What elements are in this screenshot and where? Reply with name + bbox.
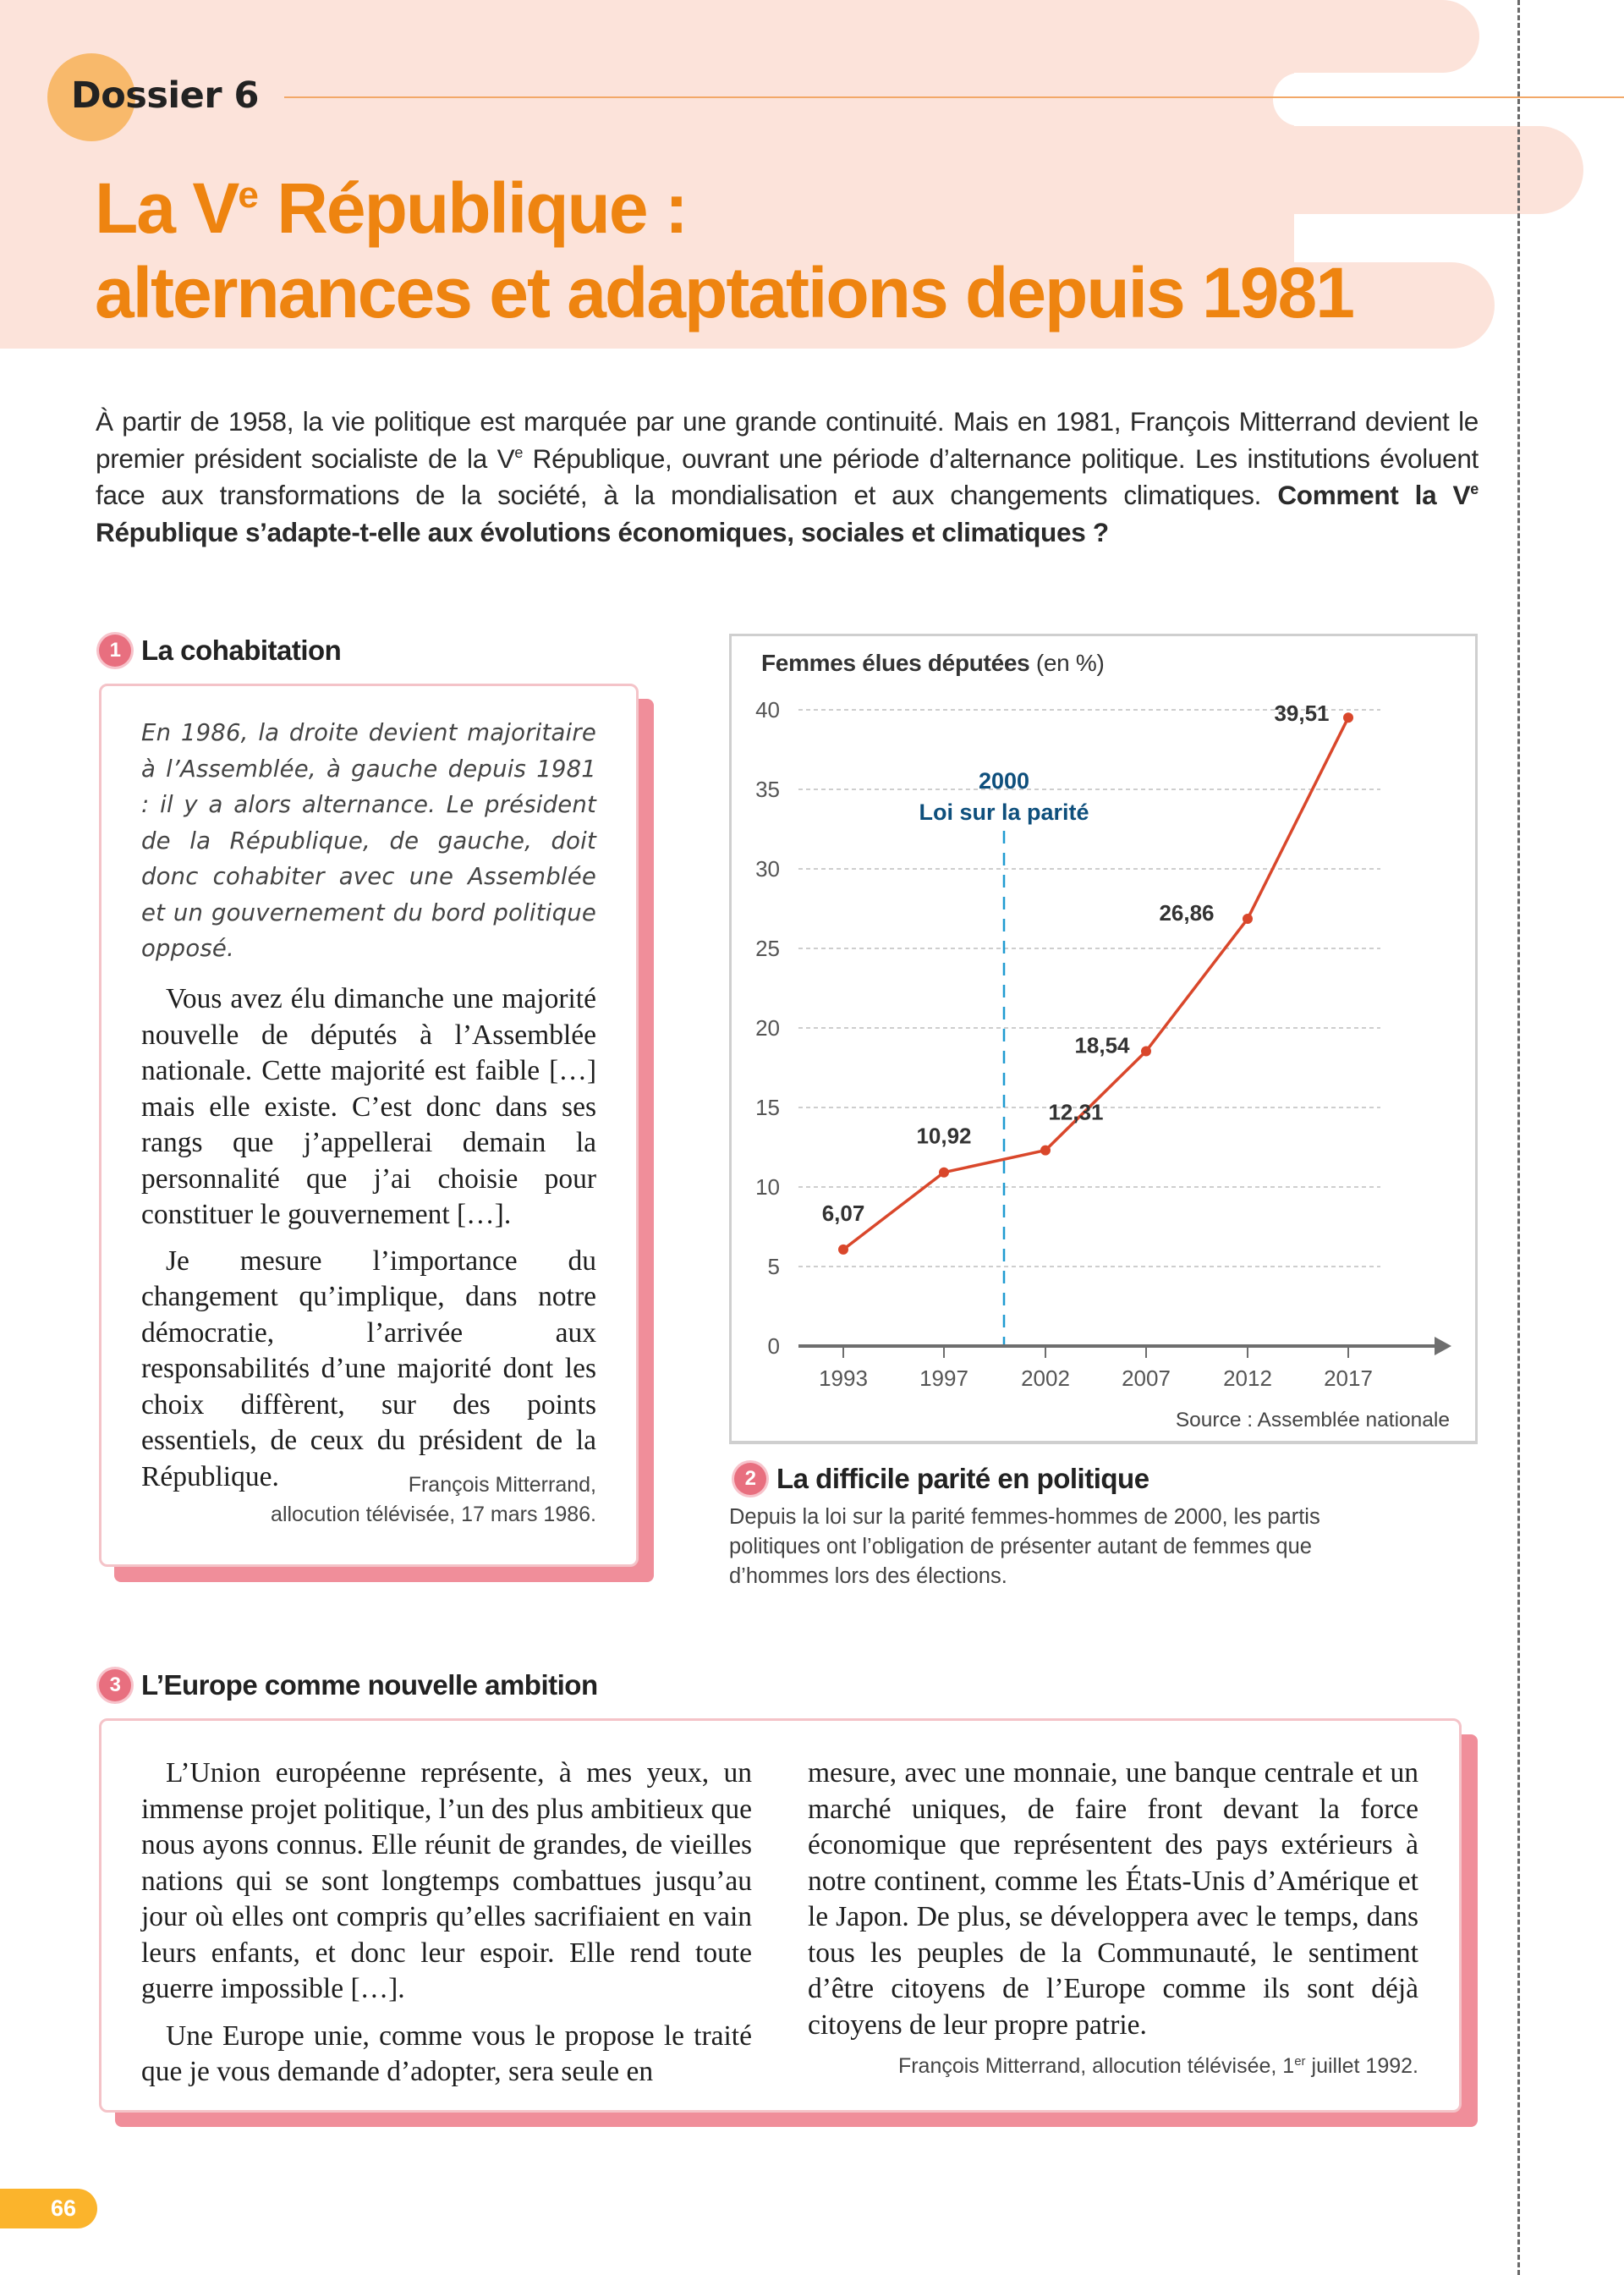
chart-gridlines [798, 710, 1380, 1267]
doc2-heading [734, 1463, 1149, 1495]
chart-source: Source : Assemblée nationale [1175, 1409, 1450, 1431]
doc2-title: La difficile parité en politique [776, 1463, 1149, 1494]
svg-text:30: 30 [755, 856, 780, 882]
svg-text:2007: 2007 [1122, 1366, 1171, 1391]
attribution-author: François Mitterrand, [408, 1473, 596, 1497]
svg-text:0: 0 [767, 1333, 780, 1359]
svg-text:40: 40 [755, 697, 780, 723]
intro-text: République, ouvrant une période d’alternance politique. Les institutions évoluent face aux transformations de la société, à la mondialisation et aux changements climatiques. [96, 442, 1479, 510]
data-point-label: 10,92 [916, 1123, 972, 1149]
title-superscript: e [238, 174, 259, 216]
chart-x-axis [798, 1337, 1451, 1391]
chart-title-unit: (en %) [1029, 650, 1105, 676]
intro-text: À partir de 1958, la vie politique est marquée par une grande continuité. Mais en 1981, François Mitterrand devient le premier président socialiste de la V [96, 406, 1479, 474]
chart-y-axis-labels [755, 697, 780, 1359]
svg-text:1997: 1997 [919, 1366, 968, 1391]
attribution-text: François Mitterrand, allocution télévisée, 1 [897, 2054, 1295, 2078]
quote-paragraph: L’Union européenne représente, à mes yeux, un immense projet politique, l’un des plus ambitieux que nous ayons connus. Elle réunit de grandes, de vieilles nations qui se sont longtemps combattues jusqu’au jour où elles ont compris qu’elles sacrifiaient en vain leurs enfants, et donc leur espoir. Elle rend toute guerre impossible […]. [141, 1757, 752, 2004]
data-point-label: 18,54 [1074, 1032, 1130, 1058]
data-point-label: 26,86 [1159, 900, 1215, 926]
data-point-label: 6,07 [821, 1200, 865, 1226]
doc-number-badge: 3 [99, 1669, 131, 1701]
doc-number-badge: 1 [99, 635, 131, 667]
svg-text:10: 10 [755, 1174, 780, 1200]
data-point-label: 39,51 [1274, 701, 1330, 727]
attribution-superscript: er [1294, 2054, 1306, 2069]
svg-text:20: 20 [755, 1015, 780, 1041]
attribution-text: juillet 1992. [1305, 2054, 1418, 2078]
svg-text:35: 35 [755, 777, 780, 802]
doc3-quote-column-left [141, 1756, 752, 2091]
doc1-title: La cohabitation [141, 635, 342, 666]
question-text: République s’adapte-t-elle aux évolutions économiques, sociales et climatiques ? [96, 516, 1109, 547]
doc3-attribution [808, 2052, 1418, 2081]
svg-text:Loi sur la parité: Loi sur la parité [919, 800, 1089, 825]
doc3-heading [99, 1669, 598, 1701]
title-text: République : [258, 168, 687, 248]
quote-paragraph: mesure, avec une monnaie, une banque centrale et un marché uniques, de faire front devant la force économique que représentent des pays extérieurs à notre continent, comme les États-Unis d’Amérique et le Japon. De plus, se développera avec le temps, dans tous les peuples de la Communauté, le sentiment d’être citoyens de l’Europe comme ils sont déjà citoyens de leur propre patrie. [808, 1757, 1418, 2041]
doc2-caption: Depuis la loi sur la parité femmes-hommes de 2000, les partis politiques ont l’obligation de présenter autant de femmes que d’hommes lors des élections. [729, 1505, 1320, 1588]
svg-text:2017: 2017 [1324, 1366, 1373, 1391]
svg-text:5: 5 [767, 1254, 780, 1279]
title-subtitle: alternances et adaptations depuis 1981 [95, 253, 1353, 332]
chart-series-line [822, 701, 1353, 1255]
question-superscript: e [1470, 481, 1479, 497]
svg-text:1993: 1993 [819, 1366, 868, 1391]
svg-text:2002: 2002 [1021, 1366, 1070, 1391]
page-number-text: 66 [50, 2195, 76, 2221]
quote-paragraph: Vous avez élu dimanche une majorité nouvelle de députés à l’Assemblée nationale. Cette majorité est faible […] mais elle existe. C’est donc dans ses rangs que j’appellerai demain la personnalité que j’ai choisie pour constituer le gouvernement […]. [141, 983, 596, 1230]
doc3-quote-column-right [808, 1756, 1418, 2043]
svg-text:2012: 2012 [1223, 1366, 1272, 1391]
svg-text:25: 25 [755, 936, 780, 961]
doc1-context: En 1986, la droite devient majoritaire à l’Assemblée, à gauche depuis 1981 : il y a alors alternance. Le président de la République, de gauche, doit donc cohabiter avec une Assemblée et un gouvernement du bord politique opposé. [141, 719, 596, 962]
doc-number-badge: 2 [734, 1463, 766, 1495]
parity-law-annotation [919, 768, 1089, 1346]
data-point-label: 12,31 [1048, 1099, 1104, 1125]
title-text: La V [95, 168, 239, 248]
attribution-source: allocution télévisée, 17 mars 1986. [271, 1503, 596, 1526]
svg-text:2000: 2000 [978, 768, 1030, 794]
svg-text:15: 15 [755, 1095, 780, 1120]
question-text: Comment la V [1277, 480, 1471, 510]
chart-title-main: Femmes élues députées [761, 650, 1030, 676]
quote-paragraph: Je mesure l’importance du changement qu’implique, dans notre démocratie, l’arrivée aux responsabilités d’une majorité dont les choix diffèrent, sur des points essentiels, de ceux du président de la République. [141, 1245, 596, 1492]
doc3-title: L’Europe comme nouvelle ambition [141, 1669, 598, 1701]
quote-paragraph: Une Europe unie, comme vous le propose le traité que je vous demande d’adopter, sera seule en [141, 2019, 752, 2087]
page-number [0, 2189, 97, 2228]
dossier-label: Dossier 6 [71, 74, 259, 117]
intro-superscript: e [514, 443, 524, 461]
